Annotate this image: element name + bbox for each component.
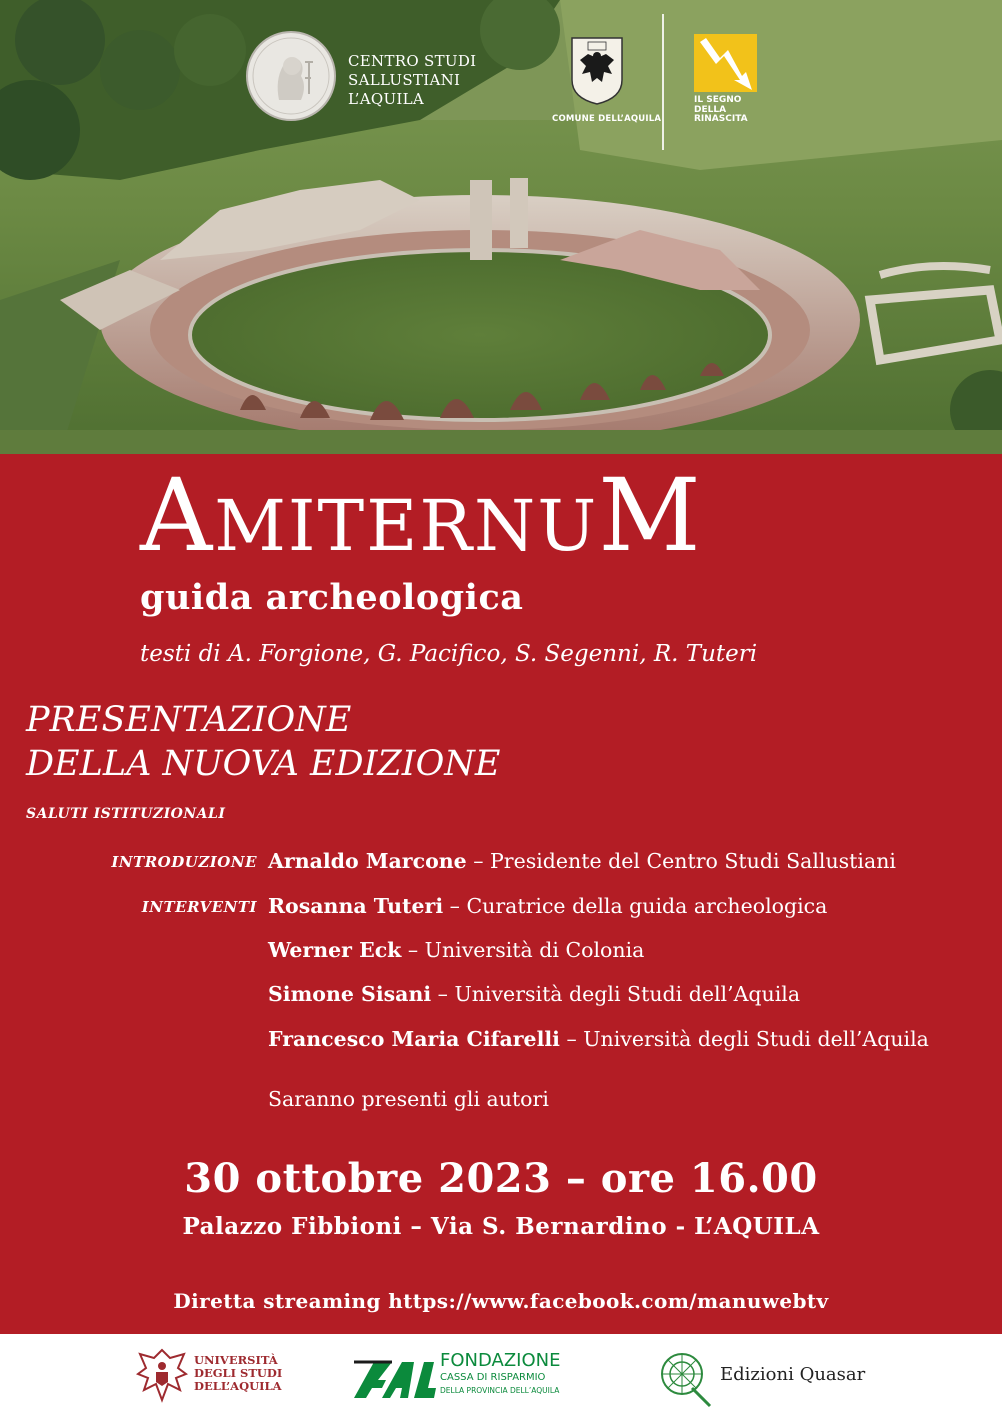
program-label: INTERVENTI xyxy=(141,898,257,916)
segno-line: IL SEGNO xyxy=(694,95,742,105)
program-row xyxy=(0,979,1002,1009)
lightning-icon xyxy=(694,34,757,92)
university-logo xyxy=(134,1344,284,1406)
fondazione-title: FONDAZIONE xyxy=(440,1350,561,1371)
segno-line: RINASCITA xyxy=(694,114,748,124)
event-venue: Palazzo Fibbioni – Via S. Bernardino - L’AQUILA xyxy=(182,1213,820,1240)
speaker-role: – Università di Colonia xyxy=(401,938,645,962)
speaker-name: Simone Sisani xyxy=(268,982,432,1006)
authors-present-row xyxy=(0,1084,1002,1114)
speaker-name: Rosanna Tuteri xyxy=(268,894,444,918)
speaker-role: – Curatrice della guida archeologica xyxy=(443,894,828,918)
title-final: M xyxy=(598,457,703,574)
quasar-logo xyxy=(656,1348,876,1408)
title-initial: A xyxy=(140,457,215,574)
sponsor-footer xyxy=(0,1334,1002,1418)
segno-rinascita-logo xyxy=(694,34,764,125)
presentation-line: PRESENTAZIONE xyxy=(26,700,352,740)
fondazione-subtitle: CASSA DI RISPARMIO xyxy=(440,1372,546,1383)
centro-studi-name xyxy=(348,52,476,109)
university-line: UNIVERSITÀ xyxy=(194,1353,278,1367)
logo-divider xyxy=(662,14,664,150)
speaker-name: Werner Eck xyxy=(268,938,402,962)
event-panel xyxy=(0,454,1002,1334)
segno-line: DELLA xyxy=(694,104,727,115)
university-line: DELL’AQUILA xyxy=(194,1379,282,1393)
quasar-emblem-icon xyxy=(656,1348,718,1408)
book-authors: testi di A. Forgione, G. Pacifico, S. Segenni, R. Tuteri xyxy=(140,641,758,667)
comune-caption: COMUNE DELL’AQUILA xyxy=(552,114,662,124)
fondazione-mark-icon xyxy=(352,1348,436,1402)
university-line: DEGLI STUDI xyxy=(194,1366,283,1380)
centro-studi-coin-logo xyxy=(245,30,337,122)
eagle-shield-icon xyxy=(570,36,624,106)
fondazione-province: DELLA PROVINCIA DELL’AQUILA xyxy=(440,1386,560,1395)
fondazione-logo xyxy=(352,1348,582,1402)
centro-studi-line: CENTRO STUDI xyxy=(348,52,477,70)
segno-caption xyxy=(694,96,764,125)
hero-photo xyxy=(0,0,1002,454)
program-row xyxy=(0,891,1002,921)
presentation-heading xyxy=(26,698,500,786)
quasar-name: Edizioni Quasar xyxy=(720,1364,866,1385)
program-label: INTRODUZIONE xyxy=(111,853,257,871)
speaker-role: – Università degli Studi dell’Aquila xyxy=(559,1027,929,1051)
book-subtitle: guida archeologica xyxy=(140,577,524,618)
saluti-label: SALUTI ISTITUZIONALI xyxy=(26,806,226,822)
book-title xyxy=(140,457,860,574)
eagle-crest-icon xyxy=(134,1344,190,1406)
program-row xyxy=(0,1024,1002,1054)
streaming-link[interactable]: Diretta streaming https://www.facebook.com/manuwebtv xyxy=(173,1289,829,1313)
title-middle: MITERNU xyxy=(214,485,599,567)
program-row xyxy=(0,935,1002,965)
program-row xyxy=(0,846,1002,876)
centro-studi-line: SALLUSTIANI xyxy=(348,71,461,89)
event-date: 30 ottobre 2023 – ore 16.00 xyxy=(184,1155,818,1202)
authors-present: Saranno presenti gli autori xyxy=(268,1087,549,1111)
comune-logo xyxy=(552,36,662,124)
centro-studi-line: L’AQUILA xyxy=(348,90,425,108)
presentation-line: DELLA NUOVA EDIZIONE xyxy=(26,744,501,784)
speaker-role: – Università degli Studi dell’Aquila xyxy=(431,982,801,1006)
speaker-name: Arnaldo Marcone xyxy=(268,849,467,873)
university-name xyxy=(194,1354,282,1393)
speaker-name: Francesco Maria Cifarelli xyxy=(268,1027,560,1051)
amphitheatre-photo xyxy=(0,0,1002,454)
speaker-role: – Presidente del Centro Studi Sallustiani xyxy=(466,849,896,873)
